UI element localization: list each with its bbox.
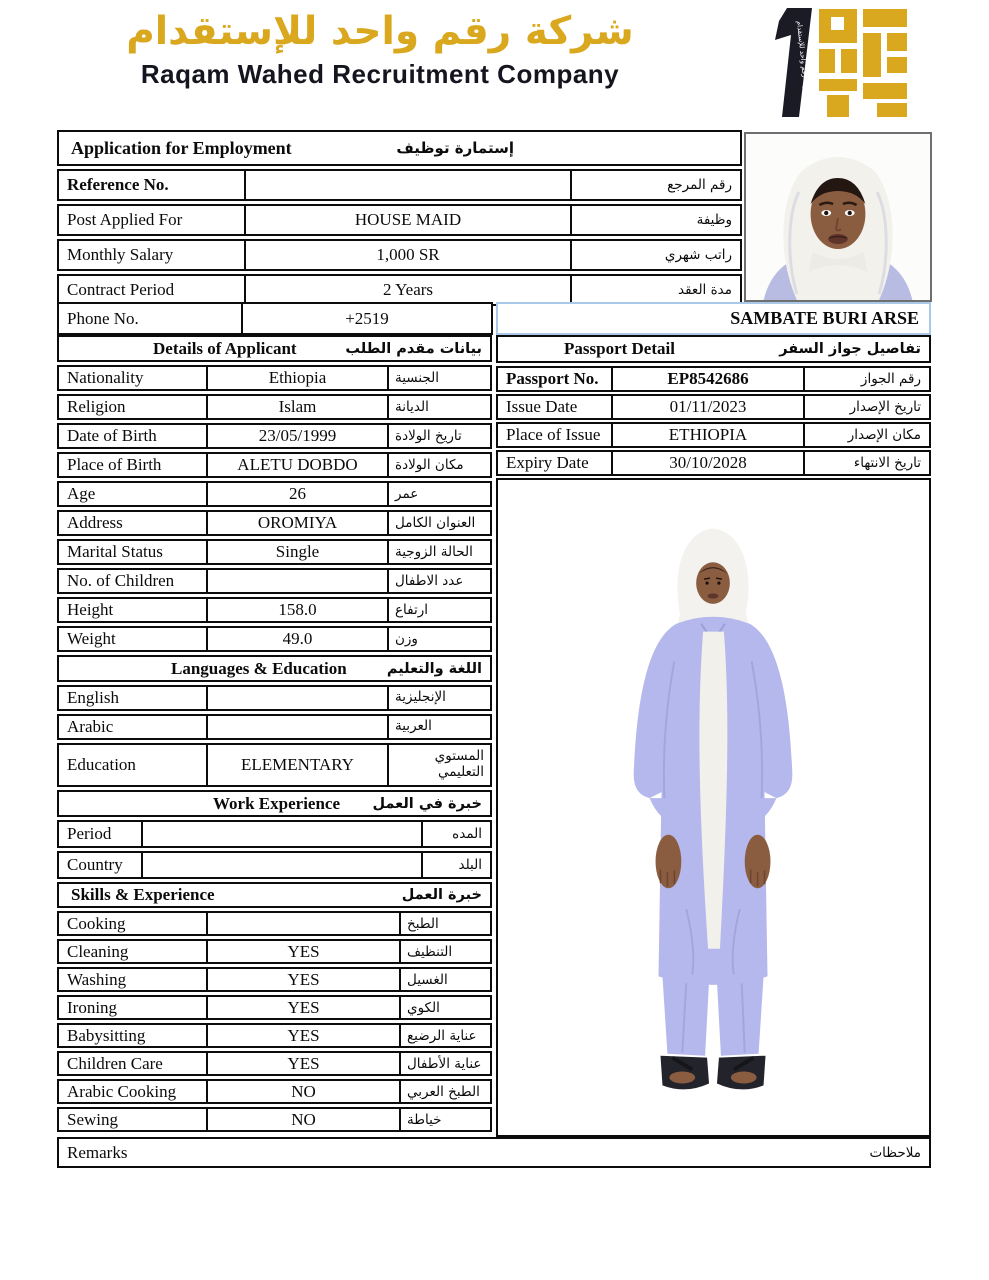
employment-application-form <box>57 130 935 1175</box>
field-label-arabic: ملاحظات <box>869 1144 921 1161</box>
form-row <box>57 820 492 848</box>
company-name-english: Raqam Wahed Recruitment Company <box>140 58 620 89</box>
field-label: Address <box>67 513 123 532</box>
field-label-arabic: تاريخ الإصدار <box>803 396 929 418</box>
field-value: EP8542686 <box>611 368 803 390</box>
field-label-arabic: خياطة <box>399 1109 490 1130</box>
company-header <box>40 8 720 90</box>
field-value: YES <box>206 1025 399 1046</box>
section-header-application <box>57 130 742 166</box>
form-row <box>57 423 492 449</box>
field-value: 01/11/2023 <box>611 396 803 418</box>
form-row <box>57 1107 492 1132</box>
field-value: 158.0 <box>206 599 387 621</box>
section-header-details <box>57 335 492 362</box>
field-label: Arabic Cooking <box>67 1081 177 1101</box>
field-label: Age <box>67 484 96 503</box>
form-row <box>57 995 492 1020</box>
applicant-headshot-photo <box>744 132 932 302</box>
section-title-ar: إستمارة توظيف <box>396 139 514 157</box>
form-row <box>57 239 742 271</box>
form-row <box>57 967 492 992</box>
field-value: YES <box>206 1053 399 1074</box>
form-row <box>57 851 492 879</box>
field-value <box>244 171 570 199</box>
field-label-arabic: العربية <box>387 716 490 738</box>
field-value: 30/10/2028 <box>611 452 803 474</box>
form-row <box>57 597 492 623</box>
field-label: Country <box>67 855 123 874</box>
field-value: HOUSE MAID <box>244 206 570 234</box>
form-row <box>57 1023 492 1048</box>
field-label-arabic: تاريخ الولادة <box>387 425 490 447</box>
form-row <box>57 452 492 478</box>
applicant-details-section <box>57 335 492 1135</box>
field-value: OROMIYA <box>206 512 387 534</box>
field-value: NO <box>206 1109 399 1130</box>
field-value: +2519 <box>241 304 491 333</box>
form-row <box>57 685 492 711</box>
field-label: Weight <box>67 629 116 648</box>
section-header-passport <box>496 335 931 363</box>
form-row <box>496 422 931 448</box>
logo-kufic-blocks <box>819 9 907 117</box>
field-value: Single <box>206 541 387 563</box>
form-row <box>57 539 492 565</box>
field-label-arabic: رقم الجواز <box>803 368 929 390</box>
field-label-arabic: وزن <box>387 628 490 650</box>
field-value: 23/05/1999 <box>206 425 387 447</box>
field-label-arabic: راتب شهري <box>570 241 740 269</box>
field-label: Place of Birth <box>67 455 162 474</box>
field-label: English <box>67 688 119 707</box>
field-label-arabic: الغسيل <box>399 969 490 990</box>
section-header-languages <box>57 655 492 682</box>
form-row <box>57 911 492 936</box>
field-label: Education <box>67 755 136 774</box>
applicant-fullbody-photo <box>496 478 931 1137</box>
field-label-arabic: تاريخ الانتهاء <box>803 452 929 474</box>
field-label-arabic: الحالة الزوجية <box>387 541 490 563</box>
field-value <box>206 687 387 709</box>
company-name-arabic: شركة رقم واحد للإستقدام <box>126 9 634 54</box>
section-title-ar: خبرة العمل <box>401 887 482 903</box>
field-label: Period <box>67 824 112 843</box>
field-label-arabic: رقم المرجع <box>570 171 740 199</box>
field-label-arabic: المستوي التعليمي <box>387 745 490 785</box>
section-title-en: Skills & Experience <box>71 885 215 904</box>
form-row <box>496 366 931 392</box>
section-title-en: Application for Employment <box>71 137 292 158</box>
field-value: YES <box>206 941 399 962</box>
field-label: Passport No. <box>506 369 599 388</box>
field-value: ETHIOPIA <box>611 424 803 446</box>
field-label-arabic: البلد <box>421 853 490 877</box>
company-logo-icon <box>757 5 912 121</box>
field-label: Issue Date <box>506 397 578 416</box>
field-label-arabic: ارتفاع <box>387 599 490 621</box>
field-value <box>206 570 387 592</box>
field-value: 2 Years <box>244 276 570 304</box>
form-row <box>57 365 492 391</box>
form-row <box>57 169 742 201</box>
field-label-arabic: الطبخ العربي <box>399 1081 490 1102</box>
field-label: Nationality <box>67 368 144 387</box>
form-row <box>57 626 492 652</box>
field-value: 26 <box>206 483 387 505</box>
passport-section <box>496 335 931 478</box>
field-label: Sewing <box>67 1109 118 1129</box>
remarks-row <box>57 1137 931 1168</box>
field-label: Reference No. <box>67 175 169 194</box>
field-label: Expiry Date <box>506 453 589 472</box>
section-title-en: Details of Applicant <box>153 338 297 358</box>
field-value <box>141 853 421 877</box>
field-label: Place of Issue <box>506 425 601 444</box>
field-value: ELEMENTARY <box>206 745 387 785</box>
field-value: ALETU DOBDO <box>206 454 387 476</box>
section-title-ar: خبرة في العمل <box>372 795 482 812</box>
section-title-en: Work Experience <box>213 793 341 813</box>
field-label-arabic: الديانة <box>387 396 490 418</box>
field-value <box>141 822 421 846</box>
field-label-arabic: عمر <box>387 483 490 505</box>
section-title-ar: اللغة والتعليم <box>386 660 482 677</box>
application-section <box>57 130 742 309</box>
field-label-arabic: الإنجليزية <box>387 687 490 709</box>
field-value: NO <box>206 1081 399 1102</box>
field-label: No. of Children <box>67 571 175 590</box>
field-label: Height <box>67 600 114 619</box>
field-label: Cleaning <box>67 941 129 961</box>
form-row <box>57 714 492 740</box>
field-label-arabic: وظيفة <box>570 206 740 234</box>
field-label: Date of Birth <box>67 426 157 445</box>
field-label: Contract Period <box>67 280 175 299</box>
field-label: Children Care <box>67 1053 163 1073</box>
field-label-arabic: مكان الإصدار <box>803 424 929 446</box>
field-label-arabic: مكان الولادة <box>387 454 490 476</box>
field-label: Monthly Salary <box>67 245 174 264</box>
form-row <box>57 568 492 594</box>
svg-text:شركة رقم واحد للإستقدام: شركة رقم واحد للإستقدام <box>795 20 811 97</box>
section-title-ar: تفاصيل جواز السفر <box>779 341 921 357</box>
field-label-arabic: التنظيف <box>399 941 490 962</box>
form-row <box>496 394 931 420</box>
form-row <box>57 394 492 420</box>
field-label: Remarks <box>67 1142 128 1162</box>
field-label-arabic: الجنسية <box>387 367 490 389</box>
form-row <box>57 939 492 964</box>
field-label: Phone No. <box>67 308 139 328</box>
field-value <box>206 716 387 738</box>
section-title-ar: بيانات مقدم الطلب <box>345 340 482 357</box>
field-label: Post Applied For <box>67 210 183 229</box>
field-label: Cooking <box>67 913 126 933</box>
form-row <box>57 1079 492 1104</box>
field-label: Arabic <box>67 717 114 736</box>
field-value: Islam <box>206 396 387 418</box>
field-label-arabic: العنوان الكامل <box>387 512 490 534</box>
field-value: 1,000 SR <box>244 241 570 269</box>
form-row <box>57 204 742 236</box>
field-label-arabic: الطبخ <box>399 913 490 934</box>
field-value: Ethiopia <box>206 367 387 389</box>
form-row <box>57 510 492 536</box>
section-header-skills <box>57 882 492 908</box>
form-row <box>496 450 931 476</box>
section-title-en: Languages & Education <box>171 658 347 678</box>
phone-row <box>57 302 493 335</box>
section-header-work-experience <box>57 790 492 817</box>
field-label: Religion <box>67 397 126 416</box>
field-label-arabic: مدة العقد <box>570 276 740 304</box>
field-value <box>206 913 399 934</box>
field-value: YES <box>206 997 399 1018</box>
field-label: Ironing <box>67 997 118 1017</box>
section-title-en: Passport Detail <box>564 339 675 358</box>
applicant-name: SAMBATE BURI ARSE <box>496 302 931 335</box>
field-label: Washing <box>67 969 127 989</box>
field-label: Marital Status <box>67 542 163 561</box>
form-row <box>57 743 492 787</box>
form-row <box>57 1051 492 1076</box>
field-label-arabic: المده <box>421 822 490 846</box>
field-value: YES <box>206 969 399 990</box>
field-label-arabic: عناية الأطفال <box>399 1053 490 1074</box>
form-row <box>57 481 492 507</box>
field-value: 49.0 <box>206 628 387 650</box>
field-label-arabic: الكوي <box>399 997 490 1018</box>
field-label: Babysitting <box>67 1025 146 1045</box>
field-label-arabic: عناية الرضيع <box>399 1025 490 1046</box>
field-label-arabic: عدد الاطفال <box>387 570 490 592</box>
